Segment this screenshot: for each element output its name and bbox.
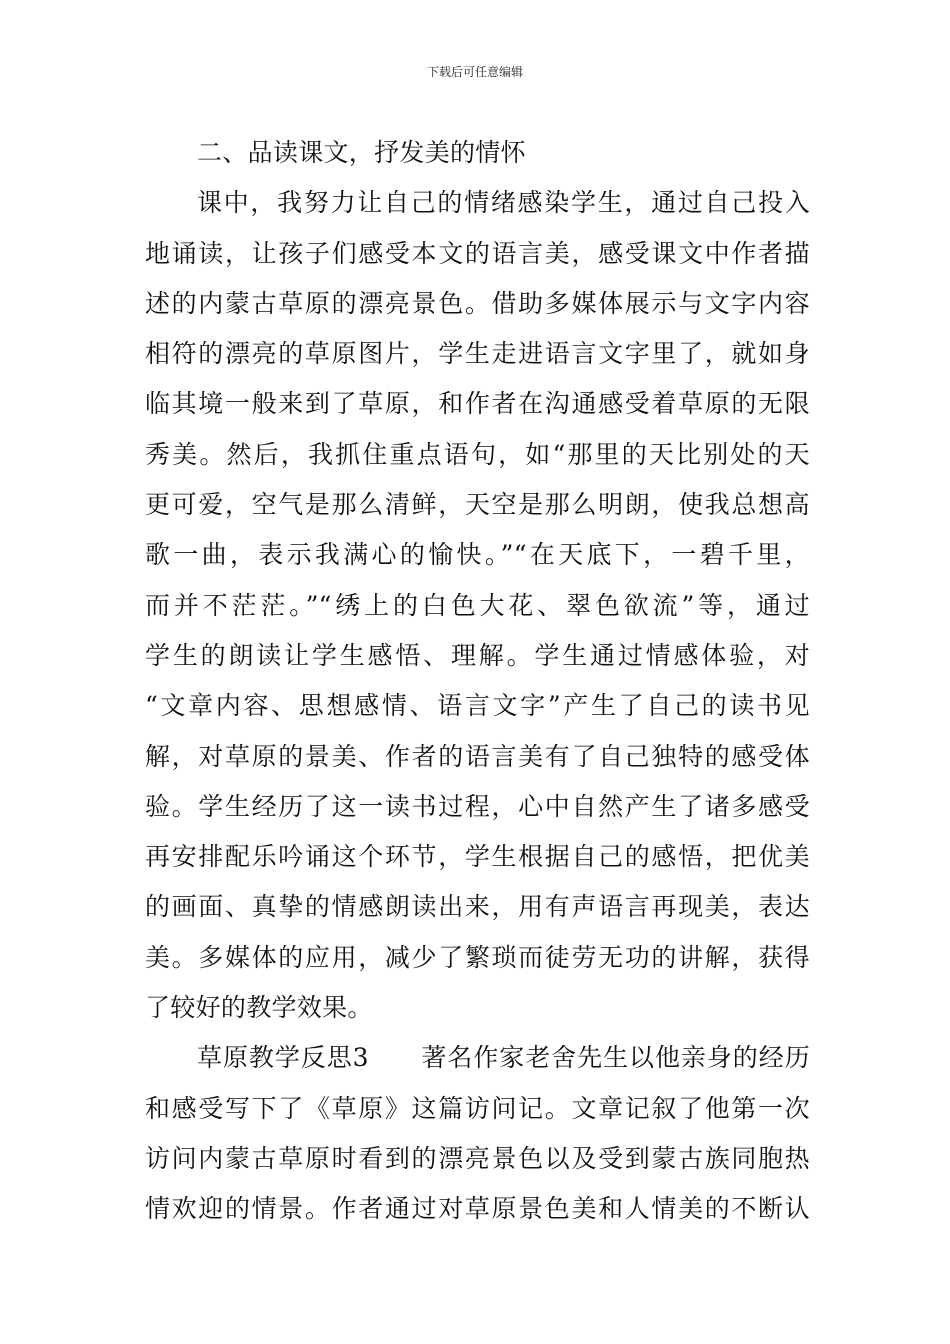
paragraph-line: 情欢迎的情景。作者通过对草原景色美和人情美的不断认 (145, 1194, 810, 1224)
paragraph-line: 美。多媒体的应用，减少了繁琐而徒劳无功的讲解，获得 (145, 942, 810, 972)
paragraph-line: 解，对草原的景美、作者的语言美有了自己独特的感受体 (145, 741, 810, 771)
paragraph-line: 验。学生经历了这一读书过程，心中自然产生了诸多感受 (145, 791, 810, 821)
paragraph-line: 相符的漂亮的草原图片，学生走进语言文字里了，就如身 (145, 339, 810, 369)
paragraph-line: 学生的朗读让学生感悟、理解。学生通过情感体验，对 (145, 640, 810, 670)
paragraph-line: 秀美。然后，我抓住重点语句，如“那里的天比别处的天 (145, 439, 810, 469)
body-text (145, 128, 810, 1235)
paragraph-line: 访问内蒙古草原时看到的漂亮景色以及受到蒙古族同胞热 (145, 1143, 810, 1173)
paragraph-line: 课中，我努力让自己的情绪感染学生，通过自己投入 (197, 188, 810, 218)
paragraph-line: 述的内蒙古草原的漂亮景色。借助多媒体展示与文字内容 (145, 288, 810, 318)
paragraph-line: 地诵读，让孩子们感受本文的语言美，感受课文中作者描 (145, 238, 810, 268)
paragraph-line: “文章内容、思想感情、语言文字”产生了自己的读书见 (145, 691, 810, 721)
paragraph-line: 歌一曲，表示我满心的愉快。”“在天底下，一碧千里， (145, 540, 810, 570)
paragraph-line: 和感受写下了《草原》这篇访问记。文章记叙了他第一次 (145, 1093, 810, 1123)
section-heading: 二、品读课文，抒发美的情怀 (197, 138, 526, 167)
paragraph-line: 草原教学反思3 著名作家老舍先生以他亲身的经历 (197, 1043, 810, 1073)
paragraph-line: 了较好的教学效果。 (145, 993, 373, 1023)
paragraph-line: 再安排配乐吟诵这个环节，学生根据自己的感悟，把优美 (145, 842, 810, 872)
page-header: 下载后可任意编辑 (426, 65, 523, 79)
paragraph-line: 临其境一般来到了草原，和作者在沟通感受着草原的无限 (145, 389, 810, 419)
paragraph-line: 而并不茫茫。”“绣上的白色大花、翠色欲流”等，通过 (145, 590, 810, 620)
paragraph-line: 的画面、真挚的情感朗读出来，用有声语言再现美，表达 (145, 892, 810, 922)
paragraph-line: 更可爱，空气是那么清鲜，天空是那么明朗，使我总想高 (145, 490, 810, 520)
